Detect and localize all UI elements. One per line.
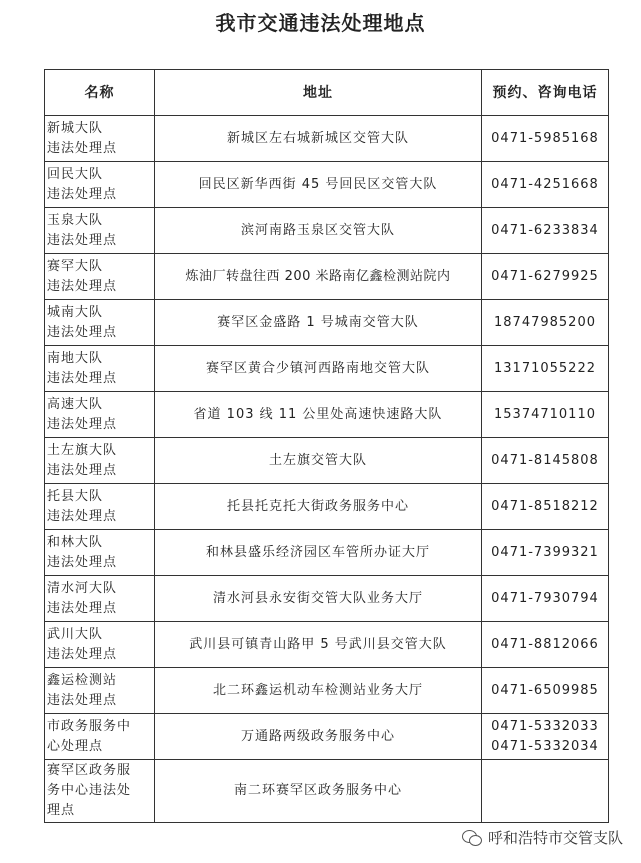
site-address: 土左旗交管大队 — [155, 438, 482, 484]
table-row — [45, 668, 609, 714]
site-phone: 0471-5332033 0471-5332034 — [482, 714, 609, 760]
table-row — [45, 622, 609, 668]
table-row — [45, 162, 609, 208]
table-row — [45, 254, 609, 300]
site-address: 赛罕区金盛路 1 号城南交管大队 — [155, 300, 482, 346]
site-address: 南二环赛罕区政务服务中心 — [155, 760, 482, 823]
table-row — [45, 484, 609, 530]
table-row — [45, 530, 609, 576]
site-name: 赛罕区政务服 务中心违法处 理点 — [45, 760, 155, 823]
site-address: 和林县盛乐经济园区车管所办证大厅 — [155, 530, 482, 576]
site-name: 市政务服务中 心处理点 — [45, 714, 155, 760]
site-phone: 13171055222 — [482, 346, 609, 392]
site-name: 武川大队 违法处理点 — [45, 622, 155, 668]
site-name: 和林大队 违法处理点 — [45, 530, 155, 576]
site-address: 北二环鑫运机动车检测站业务大厅 — [155, 668, 482, 714]
site-phone: 15374710110 — [482, 392, 609, 438]
site-name: 土左旗大队 违法处理点 — [45, 438, 155, 484]
site-phone: 0471-7399321 — [482, 530, 609, 576]
watermark — [462, 827, 623, 848]
site-phone: 0471-6509985 — [482, 668, 609, 714]
table-row — [45, 300, 609, 346]
table-row — [45, 576, 609, 622]
site-phone: 0471-4251668 — [482, 162, 609, 208]
header-phone: 预约、咨询电话 — [482, 70, 609, 116]
site-name: 回民大队 违法处理点 — [45, 162, 155, 208]
site-address: 清水河县永安街交管大队业务大厅 — [155, 576, 482, 622]
site-address: 滨河南路玉泉区交管大队 — [155, 208, 482, 254]
site-name: 清水河大队 违法处理点 — [45, 576, 155, 622]
site-name: 高速大队 违法处理点 — [45, 392, 155, 438]
site-name: 鑫运检测站 违法处理点 — [45, 668, 155, 714]
site-name: 赛罕大队 违法处理点 — [45, 254, 155, 300]
table-row — [45, 116, 609, 162]
table-row — [45, 208, 609, 254]
table-row — [45, 346, 609, 392]
site-address: 武川县可镇青山路甲 5 号武川县交管大队 — [155, 622, 482, 668]
site-address: 赛罕区黄合少镇河西路南地交管大队 — [155, 346, 482, 392]
table-row — [45, 760, 609, 823]
site-name: 南地大队 违法处理点 — [45, 346, 155, 392]
locations-table — [44, 69, 609, 823]
site-address: 回民区新华西街 45 号回民区交管大队 — [155, 162, 482, 208]
header-name: 名称 — [45, 70, 155, 116]
site-phone: 0471-6233834 — [482, 208, 609, 254]
wechat-icon — [462, 830, 482, 846]
table-row — [45, 392, 609, 438]
site-address: 省道 103 线 11 公里处高速快速路大队 — [155, 392, 482, 438]
site-phone: 0471-8145808 — [482, 438, 609, 484]
site-phone: 18747985200 — [482, 300, 609, 346]
site-phone: 0471-7930794 — [482, 576, 609, 622]
site-name: 新城大队 违法处理点 — [45, 116, 155, 162]
table-row — [45, 714, 609, 760]
watermark-text: 呼和浩特市交管支队 — [487, 829, 623, 847]
site-address: 托县托克托大街政务服务中心 — [155, 484, 482, 530]
site-phone: 0471-5985168 — [482, 116, 609, 162]
page-title: 我市交通违法处理地点 — [215, 11, 426, 35]
site-phone: 0471-6279925 — [482, 254, 609, 300]
site-address: 炼油厂转盘往西 200 米路南亿鑫检测站院内 — [155, 254, 482, 300]
site-address: 新城区左右城新城区交管大队 — [155, 116, 482, 162]
site-name: 玉泉大队 违法处理点 — [45, 208, 155, 254]
table-row — [45, 438, 609, 484]
table-header-row — [45, 70, 609, 116]
site-name: 城南大队 违法处理点 — [45, 300, 155, 346]
site-phone: 0471-8518212 — [482, 484, 609, 530]
site-address: 万通路两级政务服务中心 — [155, 714, 482, 760]
site-name: 托县大队 违法处理点 — [45, 484, 155, 530]
site-phone — [482, 760, 609, 823]
header-address: 地址 — [155, 70, 482, 116]
site-phone: 0471-8812066 — [482, 622, 609, 668]
